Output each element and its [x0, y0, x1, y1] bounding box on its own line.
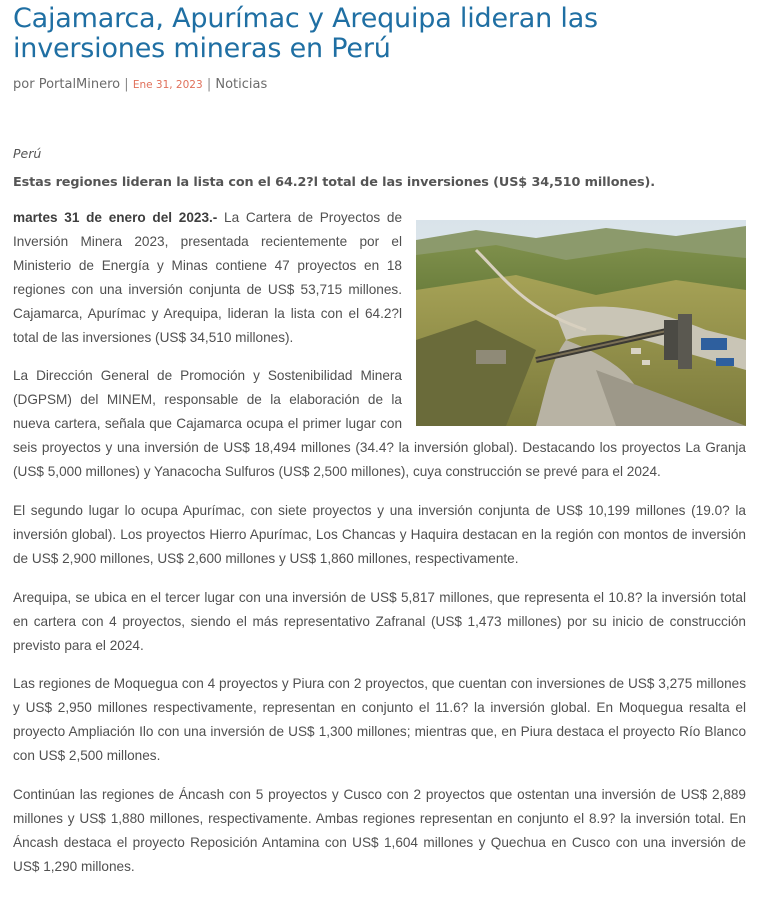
paragraph-text: La Cartera de Proyectos de Inversión Minera 2023, presentada recientemente por el Ministerio de Energía y Minas contiene 47 proyectos en 18 regiones con una inversión conjunta de US$ 53,715 millones. Cajamarca, Apurímac y Arequipa, lideran la lista con el 64.2?l total de las inversiones (US$ 34,510 millones). — [13, 210, 403, 345]
author-prefix: por — [13, 77, 35, 92]
article-body — [13, 206, 746, 879]
article — [13, 0, 746, 894]
body-paragraph: El segundo lugar lo ocupa Apurímac, con siete proyectos y una inversión conjunta de US$ 10,199 millones (19.0? la inversión global). Los proyectos Hierro Apurímac, Los Chancas y Haquira destacan en la región con montos de inversión de US$ 2,900 millones, US$ 2,600 millones y US$ 1,860 millones, respectivamente. — [13, 502, 746, 566]
body-paragraph: Continúan las regiones de Áncash con 5 proyectos y Cusco con 2 proyectos que ostentan una inversión de US$ 2,889 millones y US$ 1,880 millones, respectivamente. Ambas regiones representan en conjunto el 8.9? la inversión total. En Áncash destaca el proyecto Reposición Antamina con US$ 1,604 millones y Quechua en Cusco con una inversión de US$ 1,290 millones. — [13, 787, 746, 874]
article-title: Cajamarca, Apurímac y Arequipa lideran las inversiones mineras en Perú — [13, 3, 598, 64]
article-lead: Estas regiones lideran la lista con el 64.2?l total de las inversiones (US$ 34,510 millones). — [13, 175, 656, 190]
publish-date: Ene 31, 2023 — [132, 79, 203, 91]
body-paragraph: Arequipa, se ubica en el tercer lugar con una inversión de US$ 5,817 millones, que representa el 10.8? la inversión total en cartera con 4 proyectos, siendo el más representativo Zafranal (US$ 1,473 millones) por su inicio de construcción previsto para el 2024. — [13, 589, 746, 653]
category-link[interactable]: Noticias — [215, 77, 268, 92]
body-paragraph: La Dirección General de Promoción y Sostenibilidad Minera (DGPSM) del MINEM, responsable de la elaboración de la nueva cartera, señala que Cajamarca ocupa el primer lugar con seis proyectos y una inversión de US$ 18,494 millones (34.4? la inversión global). Destacando los proyectos La Granja (US$ 5,000 millones) y Yanacocha Sulfuros (US$ 2,500 millones), cuya construcción se prevé para el 2024. — [13, 368, 746, 480]
country-label: Perú — [13, 146, 42, 161]
dateline: martes 31 de enero del 2023.- — [13, 210, 218, 225]
author-link[interactable]: PortalMinero — [38, 77, 121, 92]
article-meta — [13, 76, 746, 94]
mine-site-photo — [416, 220, 746, 426]
meta-separator: | — [124, 77, 129, 92]
body-paragraph: Las regiones de Moquegua con 4 proyectos y Piura con 2 proyectos, que cuentan con inversiones de US$ 3,275 millones y US$ 2,950 millones respectivamente, representan en conjunto el 11.6? la inversión global. En Moquegua resalta el proyecto Ampliación Ilo con una inversión de US$ 1,300 millones; mientras que, en Piura destaca el proyecto Río Blanco con US$ 2,500 millones. — [13, 676, 746, 764]
meta-separator: | — [206, 77, 212, 92]
